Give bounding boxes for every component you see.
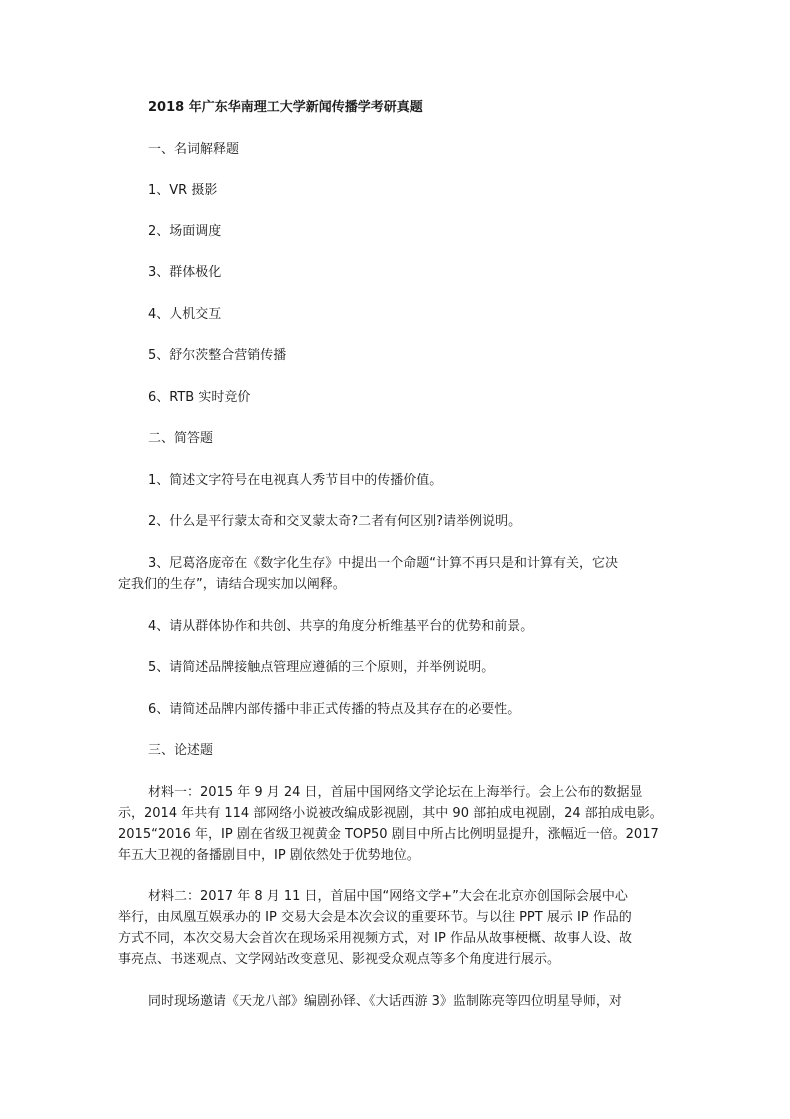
term-item: 5、舒尔茨整合营销传播 [148,348,287,363]
material-two-line: 事亮点、书迷观点、文学网站改变意见、影视受众观点等多个角度进行展示。 [118,952,561,967]
question-item: 3、尼葛洛庞帝在《数字化生存》中提出一个命题“计算不再只是和计算有关，它决 [148,556,619,571]
material-one-line: 2015“2016 年，IP 剧在省级卫视黄金 TOP50 剧目中所占比例明显提升，涨幅近一倍。2017 [118,827,659,842]
section-heading-essay: 三、论述题 [148,743,214,758]
material-one-line: 年五大卫视的备播剧目中，IP 剧依然处于优势地位。 [118,848,420,863]
question-item: 1、简述文字符号在电视真人秀节目中的传播价值。 [148,473,443,488]
material-one-line: 材料一：2015 年 9 月 24 日，首届中国网络文学论坛在上海举行。会上公布的数据显 [148,785,643,800]
term-item: 4、人机交互 [148,307,222,322]
question-item-continuation: 定我们的生存”，请结合现实加以阐释。 [118,577,346,592]
term-item: 2、场面调度 [148,224,222,239]
section-heading-short-answer: 二、简答题 [148,431,214,446]
question-item: 6、请简述品牌内部传播中非正式传播的特点及其存在的必要性。 [148,702,521,717]
material-three-line: 同时现场邀请《天龙八部》编剧孙铎、《大话西游 3》监制陈亮等四位明星导师，对 [148,994,622,1009]
term-item: 3、群体极化 [148,265,222,280]
material-two-line: 举行，由凤凰互娱承办的 IP 交易大会是本次会议的重要环节。与以往 PPT 展示 IP 作品的 [118,910,632,925]
question-item: 5、请简述品牌接触点管理应遵循的三个原则，并举例说明。 [148,660,495,675]
material-one-line: 示，2014 年共有 114 部网络小说被改编成影视剧，其中 90 部拍成电视剧，24 部拍成电影。 [118,806,663,821]
term-item: 6、RTB 实时竞价 [148,390,251,405]
document-title: 2018 年广东华南理工大学新闻传播学考研真题 [148,100,423,115]
question-item: 4、请从群体协作和共创、共享的角度分析维基平台的优势和前景。 [148,619,534,634]
material-two-line: 方式不同，本次交易大会首次在现场采用视频方式，对 IP 作品从故事梗概、故事人设、故 [118,931,632,946]
section-heading-terms: 一、名词解释题 [148,142,240,157]
term-item: 1、VR 摄影 [148,183,218,198]
question-item: 2、什么是平行蒙太奇和交叉蒙太奇?二者有何区别?请举例说明。 [148,514,522,529]
material-two-line: 材料二：2017 年 8 月 11 日，首届中国“网络文学+”大会在北京亦创国际会展中心 [148,889,628,904]
